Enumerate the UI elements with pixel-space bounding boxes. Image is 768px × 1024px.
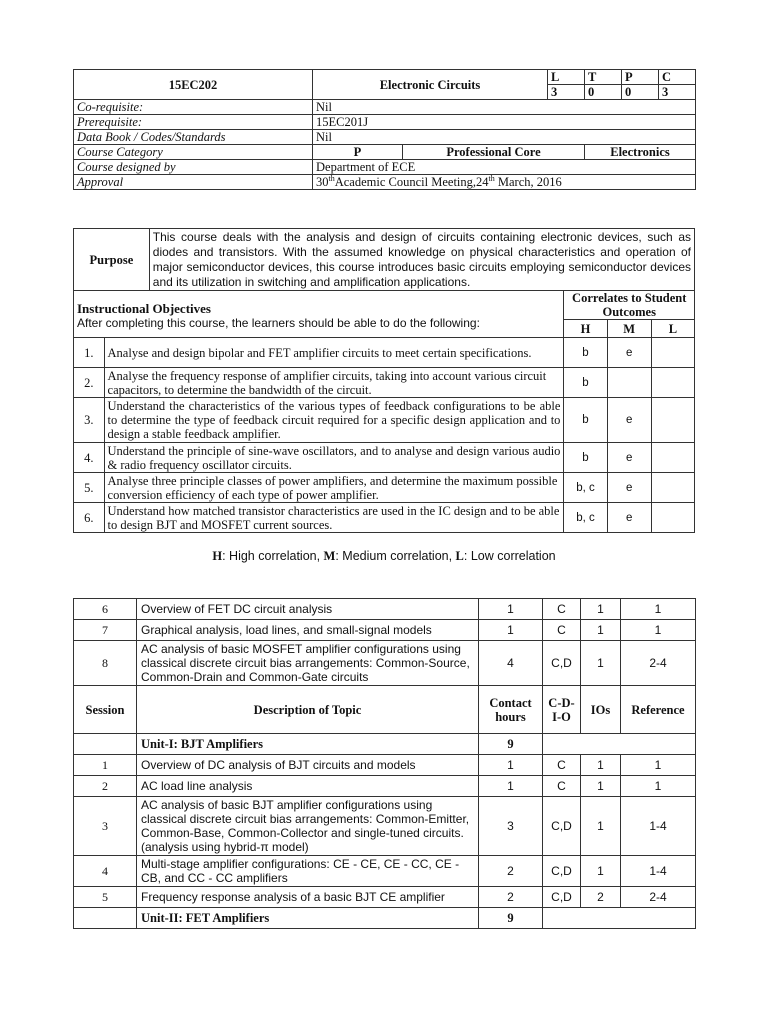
objective-h: b, c — [564, 473, 607, 503]
legend-h-key: H — [212, 549, 223, 563]
correlates-header: Correlates to Student Outcomes — [564, 291, 695, 320]
header-reference: Reference — [621, 686, 696, 734]
row-label: Prerequisite: — [74, 115, 313, 130]
session-number: 4 — [74, 856, 137, 887]
objective-l — [651, 503, 694, 533]
unit-hours: 9 — [479, 734, 543, 755]
objective-num: 4. — [74, 443, 105, 473]
approval-date: March, 2016 — [494, 175, 562, 189]
prerequisite-row — [74, 115, 696, 130]
ios: 1 — [581, 599, 621, 620]
topic-description: Multi-stage amplifier configurations: CE - CE, CE - CC, CE - CB, and CC - CC amplifiers — [137, 856, 479, 887]
cdio: C — [543, 599, 581, 620]
objective-text: Analyse and design bipolar and FET amplifier circuits to meet certain specifications. — [104, 338, 564, 368]
contact-hours: 1 — [479, 776, 543, 797]
header-description: Description of Topic — [137, 686, 479, 734]
topic-description: Frequency response analysis of a basic BJT CE amplifier — [137, 887, 479, 908]
objective-m: e — [607, 503, 651, 533]
session-number: 6 — [74, 599, 137, 620]
objective-text: Understand the principle of sine-wave oscillators, and to analyse and design various audio & radio frequency oscillator circuits. — [104, 443, 564, 473]
ltpc-header-p: P — [622, 70, 659, 85]
objective-m — [607, 368, 651, 398]
category-row — [74, 145, 696, 160]
category-area: Electronics — [585, 145, 696, 160]
objective-num: 5. — [74, 473, 105, 503]
table-row — [74, 641, 696, 686]
unit-title: Unit-I: BJT Amplifiers — [137, 734, 479, 755]
approval-sup: th — [328, 173, 335, 183]
table-row — [74, 599, 696, 620]
purpose-text: This course deals with the analysis and design of circuits containing electronic devices, such as diodes and transistors. With the assumed knowledge on physical characteristics and operation of major semiconductor devices, this course introduces basic circuits employing semiconductor devices and its utilization in switching and amplification applications. — [149, 229, 694, 291]
objective-h: b — [564, 338, 607, 368]
col-l: L — [651, 320, 694, 338]
unit-hours: 9 — [479, 908, 543, 929]
ltpc-value-t: 0 — [585, 85, 622, 100]
objective-row — [74, 338, 695, 368]
purpose-row — [74, 229, 695, 291]
topic-description: Overview of DC analysis of BJT circuits and models — [137, 755, 479, 776]
cdio: C,D — [543, 887, 581, 908]
contact-hours: 1 — [479, 755, 543, 776]
objectives-subtitle: After completing this course, the learners should be able to do the following: — [77, 316, 480, 330]
ios: 1 — [581, 641, 621, 686]
col-m: M — [607, 320, 651, 338]
topic-description: AC analysis of basic MOSFET amplifier configurations using classical discrete circuit bias arrangements: Common-Source, Common-Drain and Common-Gate circuits — [137, 641, 479, 686]
legend-m-text: : Medium correlation, — [335, 549, 456, 563]
ltpc-header-t: T — [585, 70, 622, 85]
objective-row — [74, 398, 695, 443]
course-info-table — [73, 69, 696, 190]
objective-m: e — [607, 443, 651, 473]
topic-description: Graphical analysis, load lines, and small-signal models — [137, 620, 479, 641]
cdio: C,D — [543, 856, 581, 887]
reference: 2-4 — [621, 641, 696, 686]
objective-num: 1. — [74, 338, 105, 368]
objectives-header — [74, 291, 564, 338]
category-name: Professional Core — [403, 145, 585, 160]
unit-title: Unit-II: FET Amplifiers — [137, 908, 479, 929]
contact-hours: 4 — [479, 641, 543, 686]
table-row — [74, 797, 696, 856]
category-code: P — [313, 145, 403, 160]
legend-l-key: L — [455, 549, 464, 563]
reference: 1 — [621, 599, 696, 620]
row-label: Data Book / Codes/Standards — [74, 130, 313, 145]
objective-row — [74, 443, 695, 473]
row-value: Nil — [313, 130, 696, 145]
contact-hours: 1 — [479, 620, 543, 641]
objective-h: b — [564, 368, 607, 398]
unit1-rows — [74, 599, 696, 686]
header-ios: IOs — [581, 686, 621, 734]
topic-description: AC analysis of basic BJT amplifier configurations using classical discrete circuit bias arrangements: Common-Emitter, Common-Base, Common-Collector and single-tuned circuits. (analysis using hybrid-π model) — [137, 797, 479, 856]
table-row — [74, 887, 696, 908]
objective-l — [651, 443, 694, 473]
objective-h: b, c — [564, 503, 607, 533]
objective-row — [74, 368, 695, 398]
objective-row — [74, 503, 695, 533]
objective-num: 6. — [74, 503, 105, 533]
correlation-legend — [73, 549, 695, 564]
ltpc-value-p: 0 — [622, 85, 659, 100]
topic-description: AC load line analysis — [137, 776, 479, 797]
row-value: Department of ECE — [313, 160, 696, 175]
session-number: 5 — [74, 887, 137, 908]
table-row — [74, 755, 696, 776]
ios: 1 — [581, 776, 621, 797]
table-row — [74, 856, 696, 887]
col-h: H — [564, 320, 607, 338]
session-number: 7 — [74, 620, 137, 641]
ltpc-value-c: 3 — [659, 85, 696, 100]
ios: 1 — [581, 856, 621, 887]
course-title: Electronic Circuits — [313, 70, 548, 100]
designed-row — [74, 160, 696, 175]
contact-hours: 2 — [479, 887, 543, 908]
session-number: 3 — [74, 797, 137, 856]
ltpc-header-c: C — [659, 70, 696, 85]
table-row — [74, 620, 696, 641]
row-label: Approval — [74, 175, 313, 190]
ios: 1 — [581, 755, 621, 776]
unit-row — [74, 734, 696, 755]
approval-text: Academic Council Meeting,24 — [334, 175, 489, 189]
corequisite-row — [74, 100, 696, 115]
objective-text: Understand how matched transistor characteristics are used in the IC design and to be able to design BJT and MOSFET current sources. — [104, 503, 564, 533]
reference: 2-4 — [621, 887, 696, 908]
reference: 1 — [621, 755, 696, 776]
reference: 1-4 — [621, 797, 696, 856]
objective-text: Analyse three principle classes of power amplifiers, and determine the maximum possible conversion efficiency of each type of power amplifier. — [104, 473, 564, 503]
sessions-table — [73, 598, 696, 929]
objective-row — [74, 473, 695, 503]
objective-num: 3. — [74, 398, 105, 443]
reference: 1-4 — [621, 856, 696, 887]
header-cdio: C-D-I-O — [543, 686, 581, 734]
objective-m: e — [607, 473, 651, 503]
header-contact-hours: Contact hours — [479, 686, 543, 734]
row-label: Co-requisite: — [74, 100, 313, 115]
objective-l — [651, 338, 694, 368]
objective-h: b — [564, 443, 607, 473]
cdio: C — [543, 776, 581, 797]
cdio: C,D — [543, 797, 581, 856]
objectives-table — [73, 228, 695, 533]
approval-row — [74, 175, 696, 190]
purpose-label: Purpose — [74, 229, 150, 291]
legend-h-text: : High correlation, — [222, 549, 324, 563]
session-number: 2 — [74, 776, 137, 797]
objectives-title: Instructional Objectives — [77, 301, 211, 316]
header-session: Session — [74, 686, 137, 734]
objective-l — [651, 473, 694, 503]
approval-num: 30 — [316, 175, 329, 189]
cdio: C,D — [543, 641, 581, 686]
topic-description: Overview of FET DC circuit analysis — [137, 599, 479, 620]
databook-row — [74, 130, 696, 145]
session-number: 1 — [74, 755, 137, 776]
session-number: 8 — [74, 641, 137, 686]
table-row — [74, 776, 696, 797]
sessions-header — [74, 686, 696, 734]
reference: 1 — [621, 776, 696, 797]
contact-hours: 3 — [479, 797, 543, 856]
ltpc-header-l: L — [548, 70, 585, 85]
ltpc-value-l: 3 — [548, 85, 585, 100]
objective-m: e — [607, 338, 651, 368]
objective-m: e — [607, 398, 651, 443]
objective-text: Understand the characteristics of the various types of feedback configurations to be able to determine the type of feedback circuit required for a specific design application and to design a stable feedback amplifier. — [104, 398, 564, 443]
approval-value — [313, 175, 696, 190]
contact-hours: 1 — [479, 599, 543, 620]
legend-l-text: : Low correlation — [463, 549, 556, 563]
cdio: C — [543, 755, 581, 776]
objective-h: b — [564, 398, 607, 443]
unit-row — [74, 908, 696, 929]
row-value: 15EC201J — [313, 115, 696, 130]
ios: 1 — [581, 620, 621, 641]
ios: 1 — [581, 797, 621, 856]
row-value: Nil — [313, 100, 696, 115]
objective-l — [651, 368, 694, 398]
cdio: C — [543, 620, 581, 641]
row-label: Course designed by — [74, 160, 313, 175]
objective-text: Analyse the frequency response of amplifier circuits, taking into account various circuit capacitors, to determine the bandwidth of the circuit. — [104, 368, 564, 398]
ios: 2 — [581, 887, 621, 908]
contact-hours: 2 — [479, 856, 543, 887]
reference: 1 — [621, 620, 696, 641]
objective-num: 2. — [74, 368, 105, 398]
row-label: Course Category — [74, 145, 313, 160]
approval-sup: th — [488, 173, 495, 183]
legend-m-key: M — [323, 549, 336, 563]
course-code: 15EC202 — [74, 70, 313, 100]
objective-l — [651, 398, 694, 443]
